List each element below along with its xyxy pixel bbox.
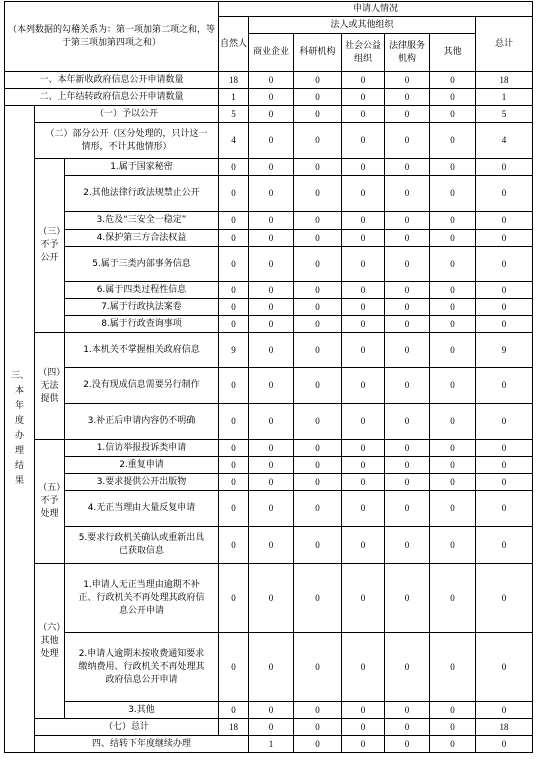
value-cell: 0 — [385, 123, 430, 159]
value-cell: 0 — [294, 440, 342, 457]
table-row — [5, 404, 533, 440]
value-cell: 0 — [219, 527, 249, 564]
value-cell: 4 — [476, 123, 533, 159]
value-cell: 0 — [430, 106, 476, 123]
value-cell: 0 — [385, 282, 430, 299]
value-cell: 0 — [476, 404, 533, 440]
value-cell: 0 — [342, 282, 385, 299]
row-label: 5.要求行政机关确认或重新出具已获取信息 — [65, 527, 219, 564]
value-cell: 0 — [249, 106, 294, 123]
value-cell: 0 — [342, 457, 385, 474]
table-row — [5, 123, 533, 159]
row-label: （七）总计 — [35, 719, 219, 736]
value-cell: 0 — [294, 736, 342, 753]
value-cell: 0 — [430, 719, 476, 736]
value-cell: 0 — [249, 440, 294, 457]
table-row — [5, 527, 533, 564]
other-org-header: 其他 — [430, 34, 476, 72]
value-cell: 0 — [385, 404, 430, 440]
table-row — [5, 702, 533, 719]
value-cell: 0 — [385, 457, 430, 474]
value-cell: 0 — [385, 440, 430, 457]
column-relation-note: （本列数据的勾稽关系为：第一项加第二项之和，等于第三项加第四项之和） — [5, 2, 219, 72]
row-label: 8.属于行政查询事项 — [65, 316, 219, 333]
value-cell: 0 — [476, 282, 533, 299]
row-label: 2.重复申请 — [65, 457, 219, 474]
value-cell: 0 — [249, 176, 294, 212]
total-header: 总计 — [476, 17, 533, 72]
value-cell: 0 — [476, 736, 533, 753]
value-cell: 0 — [476, 316, 533, 333]
value-cell: 0 — [342, 404, 385, 440]
table-row — [5, 719, 533, 736]
value-cell: 0 — [219, 633, 249, 702]
value-cell: 0 — [249, 457, 294, 474]
value-cell: 0 — [219, 316, 249, 333]
value-cell: 0 — [294, 159, 342, 176]
table-row — [5, 106, 533, 123]
table-row — [5, 176, 533, 212]
value-cell: 0 — [249, 474, 294, 491]
not-process-category-label: （五）不予处理 — [35, 440, 65, 564]
value-cell: 0 — [476, 368, 533, 404]
value-cell: 0 — [476, 702, 533, 719]
row-label: 3.补正后申请内容仍不明确 — [65, 404, 219, 440]
row-label: 3.危及“三安全一稳定” — [65, 212, 219, 230]
value-cell: 0 — [294, 702, 342, 719]
value-cell: 0 — [294, 457, 342, 474]
value-cell: 5 — [476, 106, 533, 123]
table-row — [5, 491, 533, 527]
value-cell: 0 — [249, 719, 294, 736]
value-cell: 0 — [430, 123, 476, 159]
value-cell: 0 — [430, 564, 476, 633]
value-cell: 0 — [342, 72, 385, 89]
value-cell: 0 — [294, 230, 342, 247]
value-cell: 0 — [476, 176, 533, 212]
value-cell: 0 — [294, 491, 342, 527]
row-label: 3.其他 — [65, 702, 219, 719]
commercial-enterprise-header: 商业企业 — [249, 34, 294, 72]
value-cell: 0 — [342, 719, 385, 736]
value-cell: 0 — [430, 316, 476, 333]
value-cell: 0 — [385, 333, 430, 368]
value-cell: 0 — [342, 491, 385, 527]
value-cell: 0 — [476, 527, 533, 564]
value-cell: 0 — [476, 457, 533, 474]
value-cell: 0 — [294, 368, 342, 404]
table-row — [5, 89, 533, 106]
table-row — [5, 282, 533, 299]
table-row — [5, 564, 533, 633]
public-welfare-org-header: 社会公益组织 — [342, 34, 385, 72]
value-cell: 0 — [249, 247, 294, 282]
value-cell: 0 — [219, 212, 249, 230]
value-cell: 0 — [249, 230, 294, 247]
value-cell: 0 — [430, 440, 476, 457]
value-cell: 0 — [385, 719, 430, 736]
value-cell: 0 — [294, 633, 342, 702]
row-label: 4.保护第三方合法权益 — [65, 230, 219, 247]
value-cell: 18 — [219, 72, 249, 89]
legal-service-org-header: 法律服务机构 — [385, 34, 430, 72]
value-cell: 0 — [294, 316, 342, 333]
value-cell: 0 — [476, 491, 533, 527]
value-cell: 0 — [476, 299, 533, 316]
section-3-label: 三、本年度办理结果 — [5, 106, 35, 753]
value-cell: 0 — [219, 457, 249, 474]
value-cell: 0 — [342, 123, 385, 159]
value-cell: 0 — [249, 333, 294, 368]
value-cell: 0 — [249, 564, 294, 633]
value-cell: 0 — [476, 474, 533, 491]
value-cell: 0 — [219, 176, 249, 212]
table-row — [5, 474, 533, 491]
value-cell: 0 — [430, 368, 476, 404]
value-cell: 0 — [342, 736, 385, 753]
value-cell: 0 — [385, 368, 430, 404]
value-cell: 0 — [342, 702, 385, 719]
value-cell: 0 — [476, 633, 533, 702]
table-row — [5, 633, 533, 702]
value-cell: 0 — [430, 299, 476, 316]
value-cell: 0 — [430, 474, 476, 491]
value-cell: 0 — [219, 404, 249, 440]
value-cell: 0 — [294, 106, 342, 123]
row-label: （一）予以公开 — [35, 106, 219, 123]
value-cell: 0 — [385, 212, 430, 230]
value-cell: 0 — [385, 72, 430, 89]
value-cell: 0 — [430, 702, 476, 719]
value-cell: 0 — [294, 333, 342, 368]
other-process-category-label: （六）其他处理 — [35, 564, 65, 719]
row-label: 1.信访举报投诉类申请 — [65, 440, 219, 457]
row-label: （二）部分公开（区分处理的，只计这一情形，不计其他情形） — [35, 123, 219, 159]
table-row — [5, 247, 533, 282]
value-cell: 0 — [385, 736, 430, 753]
deny-category-label: （三）不予公开 — [35, 159, 65, 333]
value-cell: 0 — [249, 123, 294, 159]
value-cell: 0 — [219, 491, 249, 527]
value-cell: 0 — [342, 247, 385, 282]
row-label: 6.属于四类过程性信息 — [65, 282, 219, 299]
value-cell: 0 — [342, 564, 385, 633]
value-cell: 0 — [385, 176, 430, 212]
value-cell: 0 — [430, 404, 476, 440]
table-row — [5, 736, 533, 753]
table-row — [5, 440, 533, 457]
value-cell: 0 — [342, 106, 385, 123]
row-label: 2.没有现成信息需要另行制作 — [65, 368, 219, 404]
value-cell: 0 — [294, 474, 342, 491]
value-cell: 0 — [342, 230, 385, 247]
value-cell: 0 — [476, 247, 533, 282]
row-label: 7.属于行政执法案卷 — [65, 299, 219, 316]
disclosure-statistics-table — [4, 1, 533, 753]
row-label: 2.其他法律行政法规禁止公开 — [65, 176, 219, 212]
value-cell: 0 — [385, 230, 430, 247]
value-cell: 0 — [294, 282, 342, 299]
value-cell: 0 — [249, 404, 294, 440]
table-row — [5, 72, 533, 89]
value-cell: 0 — [294, 123, 342, 159]
value-cell: 0 — [342, 440, 385, 457]
value-cell: 0 — [249, 159, 294, 176]
value-cell: 0 — [342, 176, 385, 212]
row-label: 1.本机关不掌握相关政府信息 — [65, 333, 219, 368]
value-cell: 0 — [430, 333, 476, 368]
value-cell: 0 — [219, 564, 249, 633]
value-cell: 0 — [249, 491, 294, 527]
table-row — [5, 212, 533, 230]
header-row-1 — [5, 2, 533, 17]
value-cell: 0 — [430, 159, 476, 176]
value-cell: 0 — [385, 299, 430, 316]
value-cell: 0 — [430, 491, 476, 527]
value-cell: 0 — [385, 564, 430, 633]
value-cell: 0 — [294, 89, 342, 106]
value-cell: 9 — [476, 333, 533, 368]
research-institution-header: 科研机构 — [294, 34, 342, 72]
value-cell: 0 — [342, 316, 385, 333]
value-cell: 0 — [219, 474, 249, 491]
table-row — [5, 230, 533, 247]
value-cell: 0 — [430, 230, 476, 247]
value-cell: 0 — [219, 299, 249, 316]
value-cell: 0 — [385, 474, 430, 491]
value-cell: 0 — [294, 404, 342, 440]
value-cell: 0 — [294, 176, 342, 212]
value-cell: 0 — [342, 212, 385, 230]
row-label: 5.属于三类内部事务信息 — [65, 247, 219, 282]
value-cell: 0 — [294, 299, 342, 316]
row-label: 2.申请人逾期未按收费通知要求缴纳费用、行政机关不再处理其政府信息公开申请 — [65, 633, 219, 702]
value-cell: 0 — [219, 702, 249, 719]
value-cell: 0 — [219, 282, 249, 299]
value-cell: 0 — [385, 316, 430, 333]
row-label: 一、本年新收政府信息公开申请数量 — [5, 72, 219, 89]
value-cell: 1 — [249, 736, 294, 753]
value-cell: 18 — [476, 72, 533, 89]
value-cell: 0 — [430, 633, 476, 702]
value-cell: 18 — [219, 719, 249, 736]
value-cell: 0 — [430, 176, 476, 212]
table-row — [5, 316, 533, 333]
legal-group-header: 法人或其他组织 — [249, 17, 476, 34]
value-cell: 0 — [385, 491, 430, 527]
value-cell: 0 — [219, 230, 249, 247]
value-cell: 0 — [430, 527, 476, 564]
value-cell: 0 — [249, 282, 294, 299]
value-cell: 0 — [294, 527, 342, 564]
value-cell: 0 — [385, 89, 430, 106]
value-cell: 0 — [342, 159, 385, 176]
value-cell: 0 — [219, 247, 249, 282]
table-row — [5, 159, 533, 176]
value-cell: 0 — [430, 89, 476, 106]
value-cell: 18 — [476, 719, 533, 736]
value-cell: 0 — [342, 474, 385, 491]
value-cell: 0 — [476, 159, 533, 176]
value-cell: 0 — [249, 299, 294, 316]
applicant-info-header: 申请人情况 — [219, 2, 533, 17]
value-cell: 0 — [249, 527, 294, 564]
value-cell: 0 — [249, 89, 294, 106]
row-label: 4.无正当理由大量反复申请 — [65, 491, 219, 527]
value-cell: 0 — [385, 247, 430, 282]
value-cell: 0 — [219, 159, 249, 176]
value-cell: 0 — [294, 719, 342, 736]
value-cell: 0 — [342, 299, 385, 316]
value-cell: 0 — [430, 736, 476, 753]
value-cell: 0 — [430, 72, 476, 89]
value-cell: 9 — [219, 333, 249, 368]
row-label: 3.要求提供公开出版物 — [65, 474, 219, 491]
value-cell: 0 — [294, 247, 342, 282]
value-cell: 1 — [219, 89, 249, 106]
value-cell: 4 — [219, 123, 249, 159]
value-cell: 0 — [249, 72, 294, 89]
table-row — [5, 368, 533, 404]
value-cell: 0 — [249, 368, 294, 404]
value-cell: 0 — [430, 282, 476, 299]
value-cell: 0 — [342, 368, 385, 404]
value-cell: 0 — [342, 89, 385, 106]
value-cell: 0 — [294, 72, 342, 89]
value-cell: 0 — [249, 633, 294, 702]
unable-category-label: （四）无法提供 — [35, 333, 65, 440]
row-label: 1.属于国家秘密 — [65, 159, 219, 176]
row-label: 1.申请人无正当理由逾期不补正、行政机关不再处理其政府信息公开申请 — [65, 564, 219, 633]
row-label: 二、上年结转政府信息公开申请数量 — [5, 89, 219, 106]
value-cell: 0 — [342, 633, 385, 702]
value-cell: 0 — [219, 440, 249, 457]
value-cell: 0 — [385, 106, 430, 123]
value-cell: 0 — [385, 527, 430, 564]
value-cell: 5 — [219, 106, 249, 123]
value-cell: 0 — [385, 633, 430, 702]
value-cell: 0 — [430, 457, 476, 474]
value-cell: 0 — [294, 564, 342, 633]
natural-person-header: 自然人 — [219, 17, 249, 72]
row-label: 四、结转下年度继续办理 — [35, 736, 249, 753]
value-cell: 0 — [476, 440, 533, 457]
value-cell: 0 — [249, 212, 294, 230]
value-cell: 0 — [385, 702, 430, 719]
value-cell: 0 — [430, 247, 476, 282]
value-cell: 0 — [342, 333, 385, 368]
value-cell: 1 — [476, 89, 533, 106]
value-cell: 0 — [249, 316, 294, 333]
value-cell: 0 — [476, 212, 533, 230]
value-cell: 0 — [476, 564, 533, 633]
value-cell: 0 — [385, 159, 430, 176]
value-cell: 0 — [430, 212, 476, 230]
value-cell: 0 — [249, 702, 294, 719]
value-cell: 0 — [294, 212, 342, 230]
table-row — [5, 333, 533, 368]
value-cell: 0 — [219, 368, 249, 404]
table-row — [5, 299, 533, 316]
value-cell: 0 — [342, 527, 385, 564]
table-row — [5, 457, 533, 474]
value-cell: 0 — [476, 230, 533, 247]
